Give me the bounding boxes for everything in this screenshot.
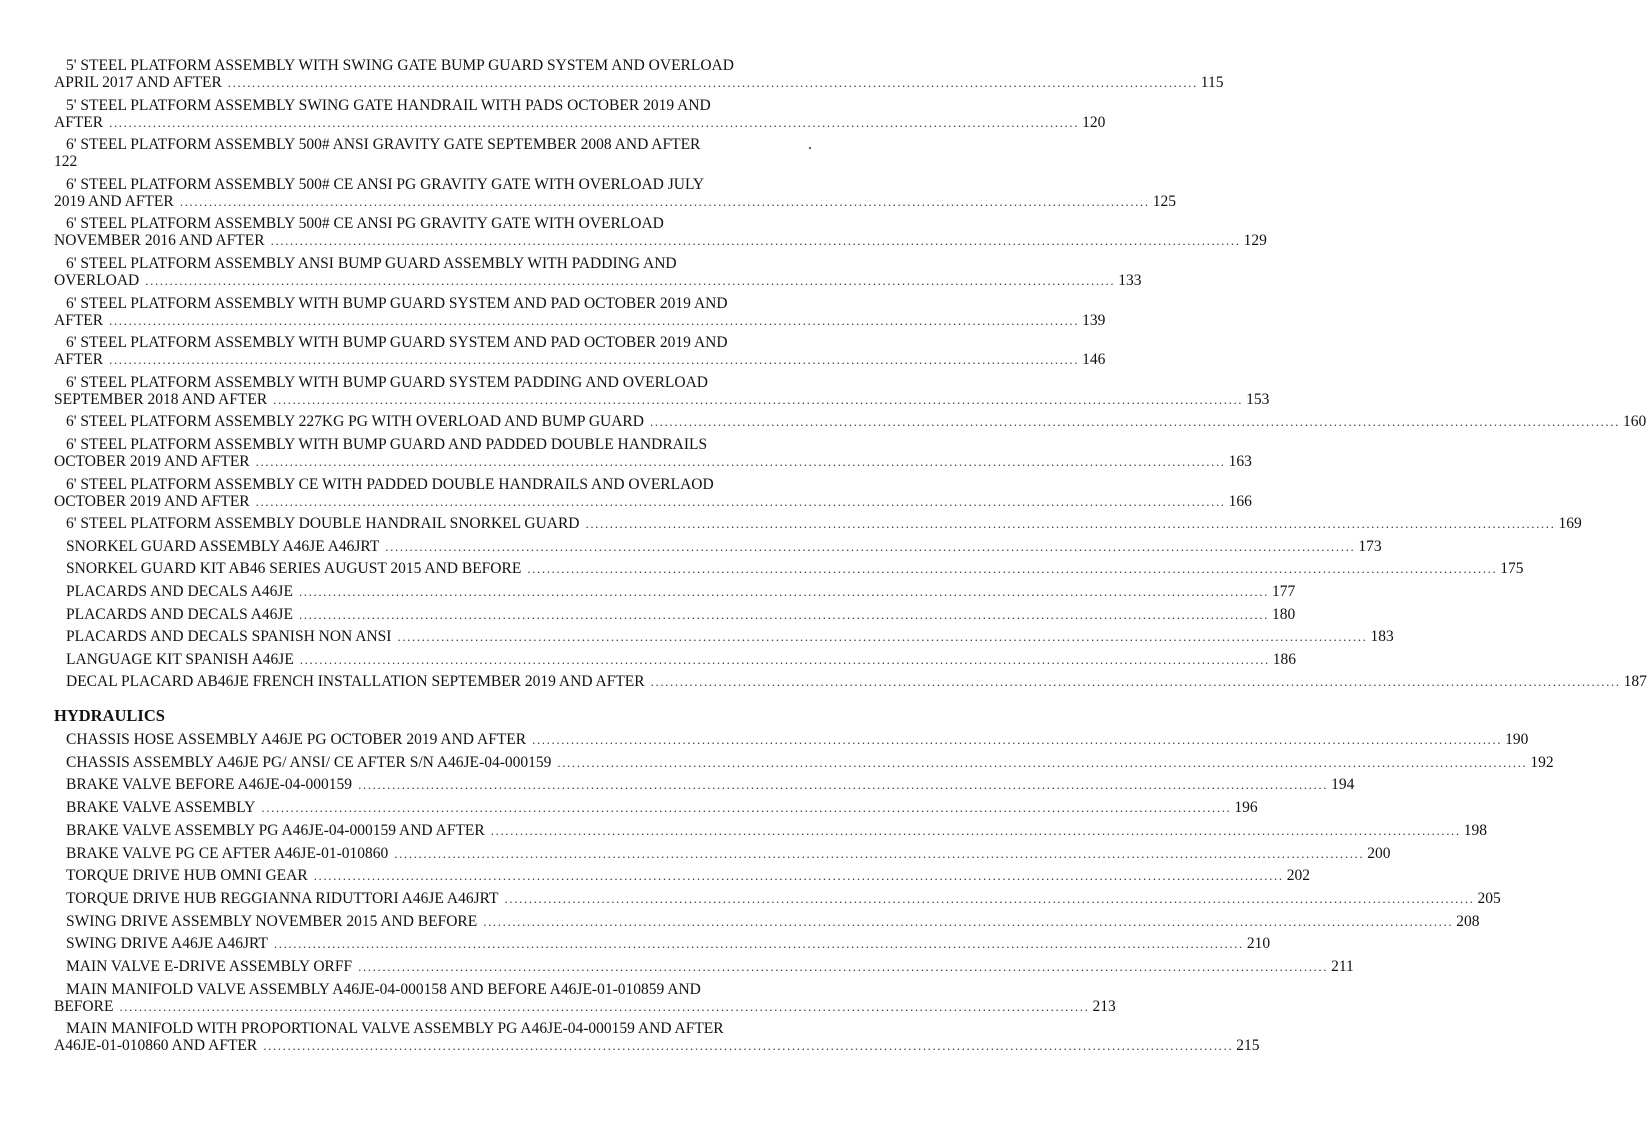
toc-entry-title-cont: A46JE-01-010860 AND AFTER (54, 1037, 258, 1055)
toc-page-number[interactable]: 213 (1092, 997, 1116, 1015)
toc-page-number[interactable]: 175 (1500, 560, 1524, 578)
toc-leader-dots: ........................................................................................................................................................................................................ (358, 777, 1329, 793)
toc-entry-continuation (54, 232, 1267, 250)
toc-entry-line (66, 731, 1529, 748)
toc-page-number[interactable]: 208 (1456, 912, 1480, 930)
toc-entry-title: BRAKE VALVE PG CE AFTER A46JE-01-010860 (66, 844, 389, 862)
toc-entry-title: 6' STEEL PLATFORM ASSEMBLY 500# CE ANSI PG GRAVITY GATE WITH OVERLOAD JULY (66, 175, 705, 193)
toc-page-number[interactable]: 180 (1271, 605, 1296, 623)
toc-leader-dots: ........................................................................................................................................................................................................ (270, 233, 1241, 249)
toc-entry-title: SWING DRIVE A46JE A46JRT (66, 935, 268, 953)
toc-entry-title-cont: OCTOBER 2019 AND AFTER (54, 453, 250, 470)
toc-entry-title: MAIN MANIFOLD WITH PROPORTIONAL VALVE ASSEMBLY PG A46JE-04-000159 AND AFTER (66, 1020, 724, 1038)
toc-entry-continuation (54, 311, 1106, 329)
toc-page-number[interactable]: 173 (1358, 537, 1382, 555)
toc-entry-title-cont: BEFORE (54, 997, 114, 1015)
toc-leader-dots: ........................................................................................................................................................................................................ (650, 674, 1621, 690)
toc-leader-dots: ........................................................................................................................................................................................................ (394, 845, 1365, 861)
toc-entry-title: PLACARDS AND DECALS SPANISH NON ANSI (66, 628, 392, 646)
toc-leader-dots: ........................................................................................................................................................................................................ (532, 732, 1503, 747)
toc-entry-line (66, 673, 1647, 691)
toc-leader-dots: ........................................................................................................................................................................................................ (263, 1038, 1234, 1054)
toc-leader-dots: ........................................................................................................................................................................................................ (490, 822, 1461, 838)
toc-leader-dots: ........................................................................................................................................................................................................ (385, 538, 1356, 554)
toc-entry-title: 6' STEEL PLATFORM ASSEMBLY WITH BUMP GUARD SYSTEM AND PAD OCTOBER 2019 AND (66, 334, 728, 352)
toc-entry-title: 5' STEEL PLATFORM ASSEMBLY WITH SWING GATE BUMP GUARD SYSTEM AND OVERLOAD (66, 57, 734, 74)
toc-entry-title: 6' STEEL PLATFORM ASSEMBLY ANSI BUMP GUARD ASSEMBLY WITH PADDING AND (66, 255, 677, 272)
toc-entry-title-cont: AFTER (54, 351, 104, 369)
toc-entry-title: BRAKE VALVE ASSEMBLY (66, 799, 256, 817)
toc-leader-dots: ........................................................................................................................................................................................................ (557, 754, 1528, 770)
toc-page-number[interactable]: 187 (1623, 673, 1647, 691)
toc-entry-title: TORQUE DRIVE HUB OMNI GEAR (66, 867, 308, 885)
toc-leader-dots: ........................................................................................................................................................................................................ (109, 312, 1080, 328)
toc-page-number[interactable]: 169 (1558, 515, 1582, 533)
toc-page-number[interactable]: 120 (1082, 113, 1106, 131)
toc-page-number[interactable]: 205 (1477, 889, 1501, 907)
toc-entry-title-cont: 2019 AND AFTER (54, 192, 174, 210)
toc-entry-title: DECAL PLACARD AB46JE FRENCH INSTALLATION SEPTEMBER 2019 AND AFTER (66, 673, 645, 691)
toc-entry-title: CHASSIS HOSE ASSEMBLY A46JE PG OCTOBER 2019 AND AFTER (66, 731, 527, 748)
toc-entry-line (66, 935, 1271, 953)
toc-leader-dots: ........................................................................................................................................................................................................ (145, 273, 1116, 288)
toc-entry-continuation (54, 1037, 1260, 1055)
toc-entry-line (66, 605, 1296, 623)
toc-entry-trailing: . (808, 136, 812, 154)
toc-page-number[interactable]: 115 (1200, 74, 1224, 91)
toc-entry-continuation (54, 74, 1224, 91)
toc-page-number[interactable]: 196 (1234, 799, 1258, 817)
toc-leader-dots: ........................................................................................................................................................................................................ (255, 493, 1226, 509)
toc-leader-dots: ........................................................................................................................................................................................................ (358, 959, 1329, 974)
toc-entry-continuation (54, 997, 1116, 1015)
toc-page-number[interactable]: 194 (1331, 776, 1355, 794)
toc-entry-title-cont: AFTER (54, 113, 104, 131)
toc-entry-title-cont: 122 (54, 153, 78, 171)
toc-entry-title: CHASSIS ASSEMBLY A46JE PG/ ANSI/ CE AFTER S/N A46JE-04-000159 (66, 753, 552, 771)
section-heading: HYDRAULICS (54, 706, 165, 725)
toc-page-number[interactable]: 146 (1082, 351, 1106, 369)
toc-leader-dots: ........................................................................................................................................................................................................ (109, 114, 1080, 130)
toc-page-number[interactable]: 177 (1271, 583, 1296, 600)
toc-page-number[interactable]: 166 (1228, 492, 1252, 510)
toc-entry-title: SWING DRIVE ASSEMBLY NOVEMBER 2015 AND BEFORE (66, 912, 478, 930)
toc-leader-dots: ........................................................................................................................................................................................................ (298, 606, 1269, 622)
toc-entry-line (66, 867, 1310, 885)
toc-entry-continuation (54, 351, 1106, 369)
toc-page-number[interactable]: 163 (1228, 453, 1252, 470)
toc-leader-dots: ........................................................................................................................................................................................................ (483, 913, 1454, 929)
toc-leader-dots: ........................................................................................................................................................................................................ (261, 800, 1232, 816)
toc-entry-title: SNORKEL GUARD ASSEMBLY A46JE A46JRT (66, 537, 380, 555)
toc-entry-title-cont: APRIL 2017 AND AFTER (54, 74, 222, 91)
toc-leader-dots: ........................................................................................................................................................................................................ (585, 516, 1556, 532)
toc-page-number[interactable]: 190 (1505, 731, 1529, 748)
toc-entry-line (66, 958, 1354, 975)
toc-page-number[interactable]: 133 (1118, 272, 1142, 289)
toc-entry-title: 6' STEEL PLATFORM ASSEMBLY DOUBLE HANDRAIL SNORKEL GUARD (66, 515, 580, 533)
toc-entry-title: 6' STEEL PLATFORM ASSEMBLY WITH BUMP GUARD AND PADDED DOUBLE HANDRAILS (66, 436, 708, 453)
toc-entry-continuation (54, 153, 812, 170)
toc-leader-dots: ........................................................................................................................................................................................................ (313, 868, 1284, 884)
toc-leader-dots: ........................................................................................................................................................................................................ (255, 454, 1226, 469)
toc-entry-line (66, 753, 1554, 771)
toc-entry-title: BRAKE VALVE BEFORE A46JE-04-000159 (66, 776, 353, 794)
toc-leader-dots: ........................................................................................................................................................................................................ (527, 561, 1498, 577)
toc-entry-title: BRAKE VALVE ASSEMBLY PG A46JE-04-000159 AND AFTER (66, 821, 485, 839)
toc-page-number[interactable]: 153 (1246, 390, 1270, 408)
toc-entry-line (66, 560, 1524, 578)
toc-leader-dots: ........................................................................................................................................................................................................ (227, 75, 1198, 90)
toc-entry-title-cont: SEPTEMBER 2018 AND AFTER (54, 390, 268, 408)
toc-leader-dots: ........................................................................................................................................................................................................ (649, 414, 1620, 430)
toc-entry-title: SNORKEL GUARD KIT AB46 SERIES AUGUST 2015 AND BEFORE (66, 560, 522, 578)
toc-leader-dots: ........................................................................................................................................................................................................ (299, 651, 1270, 667)
toc-entry-continuation (54, 453, 1252, 470)
toc-entry-title: 5' STEEL PLATFORM ASSEMBLY SWING GATE HANDRAIL WITH PADS OCTOBER 2019 AND (66, 96, 711, 114)
toc-entry-title: LANGUAGE KIT SPANISH A46JE (66, 650, 294, 668)
toc-entry-title: MAIN MANIFOLD VALVE ASSEMBLY A46JE-04-000158 AND BEFORE A46JE-01-010859 AND (66, 980, 701, 998)
toc-leader-dots: ........................................................................................................................................................................................................ (273, 391, 1244, 407)
toc-leader-dots: ........................................................................................................................................................................................................ (109, 352, 1080, 368)
toc-entry-line (66, 515, 1582, 533)
toc-entry-line (66, 821, 1487, 839)
toc-entry-line (66, 776, 1355, 794)
toc-entry-title-cont: OVERLOAD (54, 272, 140, 289)
toc-entry-title: 6' STEEL PLATFORM ASSEMBLY 227KG PG WITH OVERLOAD AND BUMP GUARD (66, 413, 644, 431)
toc-entry-line (66, 628, 1394, 646)
toc-entry-continuation (54, 390, 1270, 408)
toc-entry-line (66, 537, 1382, 555)
toc-page-number[interactable]: 202 (1286, 867, 1310, 885)
toc-entry-line (66, 889, 1501, 907)
toc-entry-title: PLACARDS AND DECALS A46JE (66, 583, 293, 600)
toc-entry-line (66, 413, 1647, 431)
toc-leader-dots: ........................................................................................................................................................................................................ (397, 629, 1368, 645)
toc-page-number[interactable]: 160 (1622, 413, 1647, 431)
toc-page-number[interactable]: 125 (1152, 192, 1176, 210)
toc-entry-title-cont: NOVEMBER 2016 AND AFTER (54, 232, 265, 250)
toc-entry-line (66, 844, 1391, 862)
toc-entry-title-cont: OCTOBER 2019 AND AFTER (54, 492, 250, 510)
toc-entry-continuation (54, 492, 1252, 510)
toc-leader-dots: ........................................................................................................................................................................................................ (504, 890, 1475, 906)
toc-entry-line (66, 583, 1296, 600)
toc-entry-title: PLACARDS AND DECALS A46JE (66, 605, 293, 623)
toc-page-number[interactable]: 129 (1243, 232, 1267, 250)
toc-page-number[interactable]: 200 (1367, 844, 1391, 862)
toc-entry-line (66, 799, 1258, 817)
toc-entry-continuation (54, 192, 1176, 210)
toc-entry-title: 6' STEEL PLATFORM ASSEMBLY 500# ANSI GRAVITY GATE SEPTEMBER 2008 AND AFTER (66, 136, 701, 154)
toc-leader-dots: ........................................................................................................................................................................................................ (119, 998, 1090, 1014)
toc-entry-title: 6' STEEL PLATFORM ASSEMBLY WITH BUMP GUARD SYSTEM AND PAD OCTOBER 2019 AND (66, 294, 728, 312)
toc-entry-line (66, 650, 1297, 668)
toc-page-number[interactable]: 186 (1272, 650, 1297, 668)
toc-page-number[interactable]: 198 (1463, 821, 1487, 839)
toc-page-number[interactable]: 139 (1082, 311, 1106, 329)
toc-entry-title-cont: AFTER (54, 311, 104, 329)
toc-page-number[interactable]: 211 (1331, 958, 1354, 975)
toc-entry-continuation (54, 272, 1142, 289)
toc-page-number[interactable]: 210 (1246, 935, 1271, 953)
toc-leader-dots: ........................................................................................................................................................................................................ (179, 193, 1150, 209)
toc-entry-continuation (54, 113, 1106, 131)
toc-entry-title: TORQUE DRIVE HUB REGGIANNA RIDUTTORI A46JE A46JRT (66, 889, 499, 907)
toc-page-number[interactable]: 215 (1236, 1037, 1260, 1055)
toc-page-number[interactable]: 183 (1370, 628, 1394, 646)
toc-entry-line (66, 912, 1480, 930)
toc-page-number[interactable]: 192 (1530, 753, 1554, 771)
toc-entry-title: 6' STEEL PLATFORM ASSEMBLY CE WITH PADDED DOUBLE HANDRAILS AND OVERLAOD (66, 475, 714, 493)
toc-entry-title: 6' STEEL PLATFORM ASSEMBLY WITH BUMP GUARD SYSTEM PADDING AND OVERLOAD (66, 373, 708, 391)
toc-entry-title: 6' STEEL PLATFORM ASSEMBLY 500# CE ANSI PG GRAVITY GATE WITH OVERLOAD (66, 215, 664, 233)
toc-entry-title: MAIN VALVE E-DRIVE ASSEMBLY ORFF (66, 958, 353, 975)
toc-leader-dots: ........................................................................................................................................................................................................ (273, 936, 1244, 952)
toc-leader-dots: ........................................................................................................................................................................................................ (298, 584, 1269, 599)
